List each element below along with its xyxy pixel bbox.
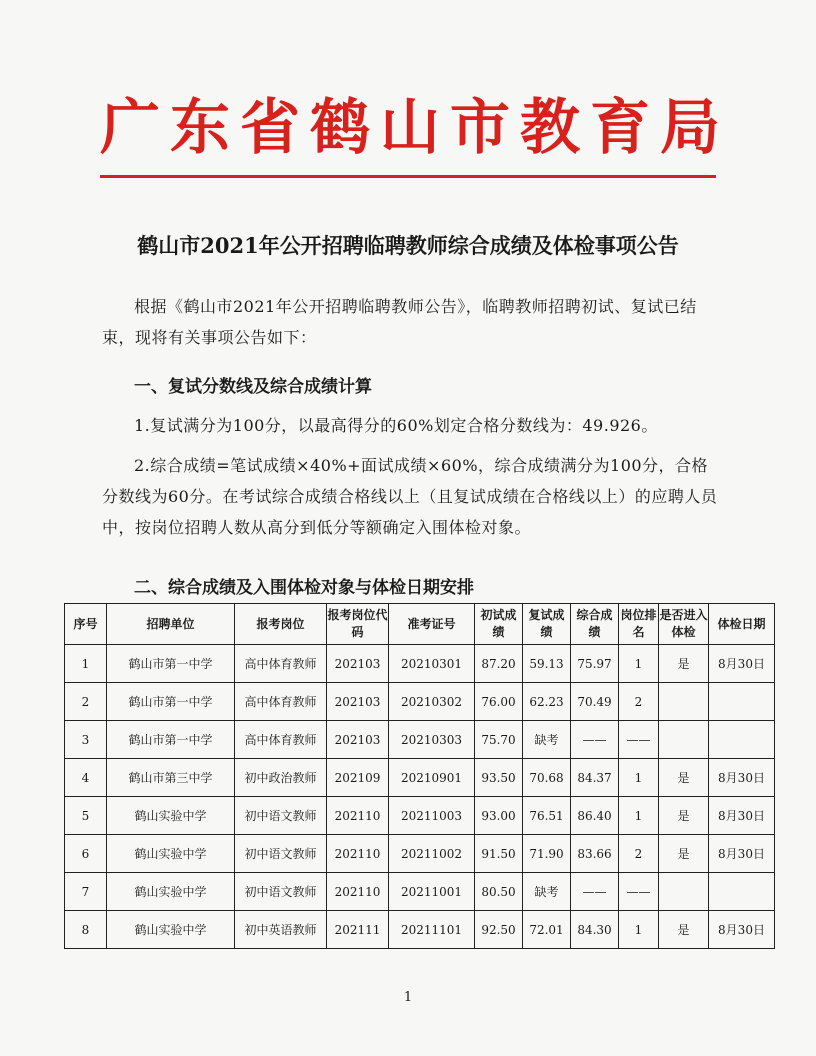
table-cell: 高中体育教师: [235, 645, 327, 683]
table-cell: 80.50: [475, 873, 523, 911]
table-row: [65, 797, 775, 835]
header-cell: 序号: [65, 604, 107, 645]
table-cell: 202110: [327, 797, 389, 835]
table-cell: 202109: [327, 759, 389, 797]
table-cell: 1: [619, 797, 659, 835]
header-cell: 准考证号: [389, 604, 475, 645]
table-cell: ——: [619, 873, 659, 911]
table-cell: 8月30日: [709, 645, 775, 683]
table-cell: [709, 683, 775, 721]
table-cell: 缺考: [523, 873, 571, 911]
table-cell: 72.01: [523, 911, 571, 949]
table-cell: 鹤山市第三中学: [107, 759, 235, 797]
table-cell: 8月30日: [709, 797, 775, 835]
header-cell: 报考岗位代码: [327, 604, 389, 645]
header-cell: 报考岗位: [235, 604, 327, 645]
table-cell: 20211003: [389, 797, 475, 835]
table-header-row: [65, 604, 775, 645]
table-cell: 6: [65, 835, 107, 873]
table-cell: 20210302: [389, 683, 475, 721]
table-cell: 3: [65, 721, 107, 759]
table-cell: 鹤山实验中学: [107, 873, 235, 911]
table-cell: 202110: [327, 873, 389, 911]
section1-item1: 1.复试满分为100分，以最高得分的60%划定合格分数线为：49.926。: [134, 416, 658, 435]
table-cell: 8月30日: [709, 759, 775, 797]
table-cell: 92.50: [475, 911, 523, 949]
table-cell: 20210301: [389, 645, 475, 683]
table-cell: 1: [619, 645, 659, 683]
table-cell: 鹤山市第一中学: [107, 683, 235, 721]
table-cell: 202103: [327, 645, 389, 683]
notice-title: 鹤山市2021年公开招聘临聘教师综合成绩及体检事项公告: [137, 233, 679, 258]
table-cell: 20211001: [389, 873, 475, 911]
table-cell: [659, 683, 709, 721]
table-cell: 初中英语教师: [235, 911, 327, 949]
table-cell: 2: [65, 683, 107, 721]
table-cell: 是: [659, 835, 709, 873]
table-cell: 1: [619, 759, 659, 797]
header-cell: 岗位排名: [619, 604, 659, 645]
header-cell: 是否进入体检: [659, 604, 709, 645]
table-cell: 鹤山实验中学: [107, 835, 235, 873]
section2-heading: 二、综合成绩及入围体检对象与体检日期安排: [134, 578, 474, 598]
table-cell: 70.68: [523, 759, 571, 797]
header-cell: 招聘单位: [107, 604, 235, 645]
red-divider-line: [100, 175, 716, 178]
table-cell: 76.00: [475, 683, 523, 721]
table-cell: 202110: [327, 835, 389, 873]
table-cell: ——: [571, 721, 619, 759]
table-row: [65, 645, 775, 683]
header-cell: 体检日期: [709, 604, 775, 645]
table-cell: 鹤山实验中学: [107, 797, 235, 835]
table-cell: 是: [659, 645, 709, 683]
table-row: [65, 721, 775, 759]
table-cell: 84.30: [571, 911, 619, 949]
header-cell: 复试成绩: [523, 604, 571, 645]
table-cell: 2: [619, 835, 659, 873]
table-row: [65, 911, 775, 949]
table-row: [65, 873, 775, 911]
table-cell: [659, 721, 709, 759]
page-number: 1: [403, 990, 413, 1005]
table-cell: 初中政治教师: [235, 759, 327, 797]
table-row: [65, 759, 775, 797]
table-cell: [709, 873, 775, 911]
table-cell: 20211002: [389, 835, 475, 873]
table-cell: 86.40: [571, 797, 619, 835]
table-cell: 75.97: [571, 645, 619, 683]
table-cell: 初中语文教师: [235, 835, 327, 873]
table-cell: ——: [619, 721, 659, 759]
section1-item2: 2.综合成绩=笔试成绩×40%+面试成绩×60%，综合成绩满分为100分，合格分数线为60分。在考试综合成绩合格线以上（且复试成绩在合格线以上）的应聘人员中，按岗位招聘人数从高分到低分等额确定入围体检对象。: [102, 456, 718, 537]
table-row: [65, 835, 775, 873]
table-cell: 202103: [327, 683, 389, 721]
table-cell: 202111: [327, 911, 389, 949]
table-cell: 20210303: [389, 721, 475, 759]
table-cell: 8月30日: [709, 835, 775, 873]
table-cell: 1: [65, 645, 107, 683]
header-cell: 初试成绩: [475, 604, 523, 645]
table-cell: 75.70: [475, 721, 523, 759]
table-cell: 84.37: [571, 759, 619, 797]
table-cell: 是: [659, 759, 709, 797]
table-cell: [709, 721, 775, 759]
table-cell: 8: [65, 911, 107, 949]
table-cell: 鹤山市第一中学: [107, 721, 235, 759]
table-cell: 93.00: [475, 797, 523, 835]
table-cell: 缺考: [523, 721, 571, 759]
header-cell: 综合成绩: [571, 604, 619, 645]
table-cell: 20211101: [389, 911, 475, 949]
table-cell: 93.50: [475, 759, 523, 797]
section1-heading: 一、复试分数线及综合成绩计算: [134, 377, 372, 397]
table-cell: 是: [659, 911, 709, 949]
table-cell: 高中体育教师: [235, 683, 327, 721]
table-cell: 83.66: [571, 835, 619, 873]
table-cell: 59.13: [523, 645, 571, 683]
table-cell: 76.51: [523, 797, 571, 835]
table-cell: 高中体育教师: [235, 721, 327, 759]
table-cell: 70.49: [571, 683, 619, 721]
table-cell: [659, 873, 709, 911]
table-cell: 初中语文教师: [235, 873, 327, 911]
table-row: [65, 683, 775, 721]
table-cell: 91.50: [475, 835, 523, 873]
table-cell: 62.23: [523, 683, 571, 721]
table-cell: 1: [619, 911, 659, 949]
table-cell: 5: [65, 797, 107, 835]
table-cell: 初中语文教师: [235, 797, 327, 835]
table-cell: 87.20: [475, 645, 523, 683]
score-table: [64, 603, 775, 949]
masthead-title: 广东省鹤山市教育局: [100, 93, 730, 163]
table-cell: 8月30日: [709, 911, 775, 949]
table-cell: 202103: [327, 721, 389, 759]
table-cell: 71.90: [523, 835, 571, 873]
intro-paragraph: 根据《鹤山市2021年公开招聘临聘教师公告》，临聘教师招聘初试、复试已结束，现将有关事项公告如下：: [102, 297, 697, 347]
table-cell: 是: [659, 797, 709, 835]
table-cell: 鹤山实验中学: [107, 911, 235, 949]
table-cell: ——: [571, 873, 619, 911]
table-cell: 4: [65, 759, 107, 797]
table-cell: 20210901: [389, 759, 475, 797]
table-cell: 鹤山市第一中学: [107, 645, 235, 683]
table-cell: 2: [619, 683, 659, 721]
table-cell: 7: [65, 873, 107, 911]
